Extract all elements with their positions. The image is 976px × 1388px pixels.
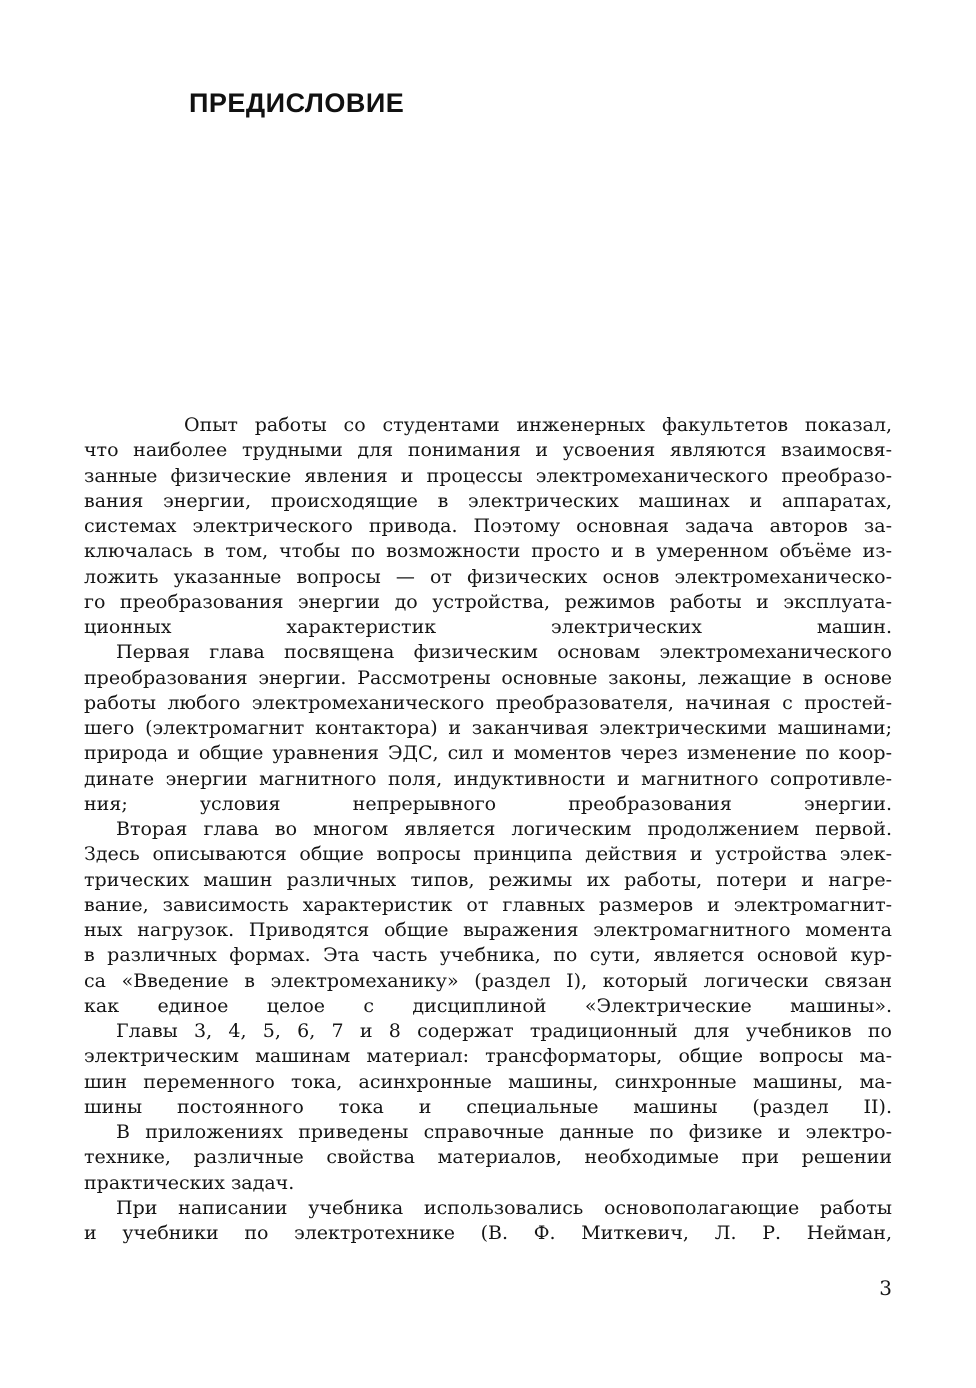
- text-line: са «Введение в электромеханику» (раздел I), который логически связан: [84, 969, 892, 992]
- text-line: системах электрического привода. Поэтому основная задача авторов за-: [84, 515, 892, 537]
- text-line: трических машин различных типов, режимы их работы, потери и нагре-: [84, 868, 892, 891]
- text-line: В приложениях приведены справочные данные по физике и электро-: [116, 1121, 892, 1143]
- text-line: ния; условия непрерывного преобразования энергии.: [84, 792, 892, 815]
- text-line: что наиболее трудными для понимания и усвоения являются взаимосвя-: [84, 439, 892, 462]
- text-line: шин переменного тока, асинхронные машины, синхронные машины, ма-: [84, 1070, 892, 1093]
- text-line: вание, зависимость характеристик от главных размеров и электромагнит-: [84, 893, 892, 916]
- text-line: технике, различные свойства материалов, необходимые при решении: [84, 1146, 892, 1169]
- page-title: ПРЕДИСЛОВИЕ: [189, 88, 405, 118]
- text-line: в различных формах. Эта часть учебника, по сути, является основой кур-: [84, 944, 892, 967]
- text-line: природа и общие уравнения ЭДС, сил и моментов через изменение по коор-: [84, 742, 892, 765]
- text-line: Первая глава посвящена физическим основам электромеханического: [116, 641, 892, 664]
- text-line: занные физические явления и процессы электромеханического преобразо-: [84, 464, 892, 487]
- text-line: ложить указанные вопросы — от физических основ электромеханическо-: [84, 565, 892, 588]
- text-line: ключалась в том, чтобы по возможности просто и в умеренном объёме из-: [84, 540, 892, 563]
- text-line: Главы 3, 4, 5, 6, 7 и 8 содержат традиционный для учебников по: [116, 1020, 892, 1042]
- text-line: шего (электромагнит контактора) и заканчивая электрическими машинами;: [84, 717, 892, 739]
- text-line: Здесь описываются общие вопросы принципа действия и устройства элек-: [84, 843, 892, 866]
- text-line: как единое целое с дисциплиной «Электрические машины».: [84, 994, 892, 1017]
- text-line: ных нагрузок. Приводятся общие выражения электромагнитного момента: [84, 919, 892, 941]
- text-line: го преобразования энергии до устройства, режимов работы и эксплуата-: [84, 590, 892, 613]
- text-line: ционных характеристик электрических машин.: [84, 616, 892, 638]
- text-line: динате энергии магнитного поля, индуктивности и магнитного сопротивле-: [84, 767, 892, 790]
- text-line: и учебники по электротехнике (В. Ф. Миткевич, Л. Р. Нейман,: [84, 1222, 892, 1244]
- text-line: шины постоянного тока и специальные машины (раздел II).: [84, 1095, 892, 1118]
- text-line: Вторая глава во многом является логическим продолжением первой.: [116, 818, 892, 840]
- text-line: Опыт работы со студентами инженерных факультетов показал,: [184, 414, 892, 436]
- text-line: работы любого электромеханического преобразователя, начиная с простей-: [84, 691, 892, 714]
- preface-text: [84, 413, 892, 1246]
- text-line: электрическим машинам материал: трансформаторы, общие вопросы ма-: [84, 1045, 892, 1068]
- text-line: При написании учебника использовались основополагающие работы: [116, 1196, 892, 1219]
- text-line: преобразования энергии. Рассмотрены основные законы, лежащие в основе: [84, 666, 892, 689]
- text-line: вания энергии, происходящие в электрических машинах и аппаратах,: [84, 489, 892, 512]
- text-line: практических задач.: [84, 1171, 295, 1194]
- page-number: 3: [879, 1276, 892, 1300]
